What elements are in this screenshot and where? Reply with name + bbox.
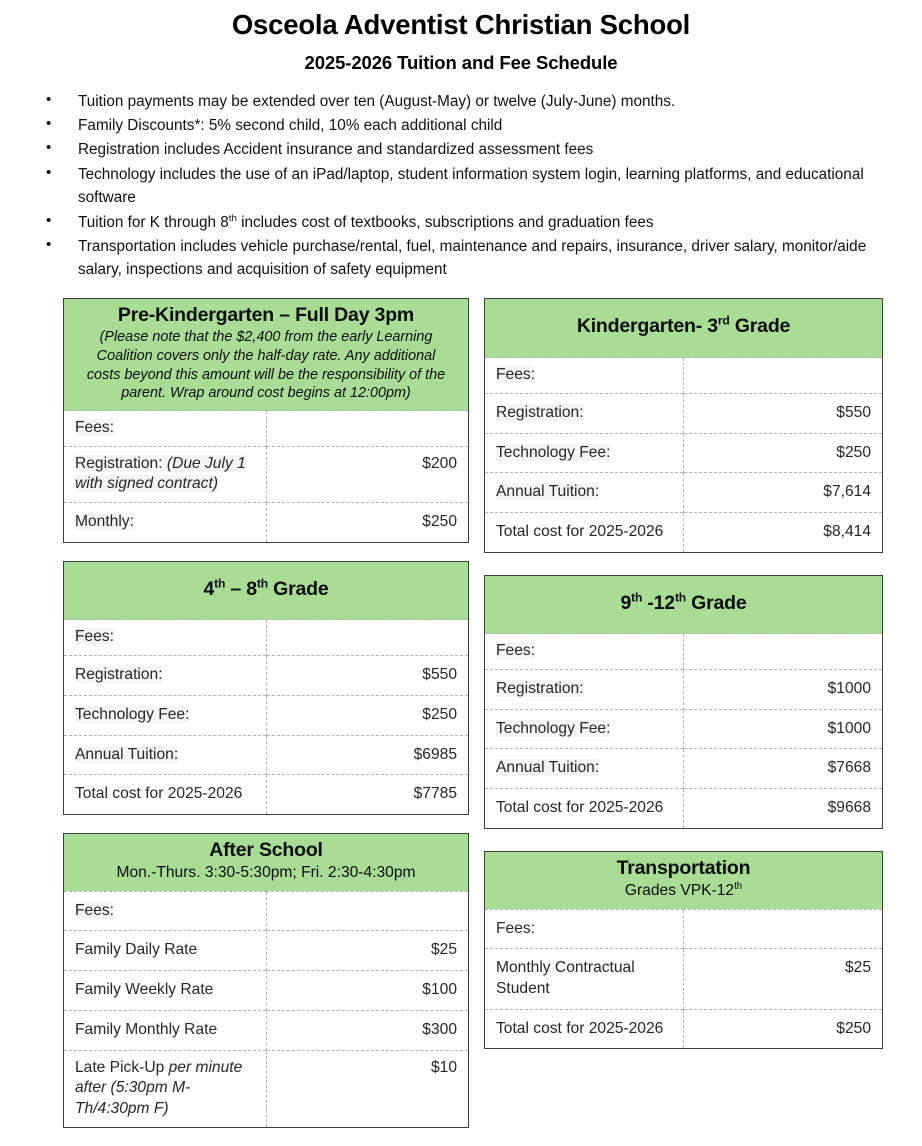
list-item: • Tuition for K through 8th includes cost of textbooks, subscriptions and graduation fees bbox=[0, 211, 892, 234]
table-title: 9th -12th Grade bbox=[620, 590, 747, 614]
page-subtitle: 2025-2026 Tuition and Fee Schedule bbox=[304, 51, 618, 73]
notes-list bbox=[0, 90, 922, 282]
table-subtitle: Mon.-Thurs. 3:30-5:30pm; Fri. 2:30-4:30pm bbox=[116, 864, 416, 882]
right-column bbox=[484, 298, 883, 1068]
row-label-text: Total cost for 2025-2026 bbox=[496, 523, 664, 541]
table-header-row bbox=[64, 298, 469, 410]
row-label bbox=[485, 749, 684, 789]
row-label bbox=[64, 1050, 267, 1127]
row-amount: $7,614 bbox=[684, 473, 883, 513]
row-amount: $250 bbox=[266, 695, 469, 735]
table-pre-kindergarten bbox=[63, 298, 469, 543]
row-amount: $10 bbox=[266, 1050, 469, 1127]
left-column bbox=[63, 298, 469, 1146]
table-row bbox=[485, 513, 883, 553]
table-row bbox=[485, 909, 883, 949]
table-subtitle: Grades VPK-12th bbox=[624, 881, 743, 900]
table-row bbox=[64, 503, 469, 543]
row-label-text: Late Pick-Up bbox=[75, 1058, 169, 1076]
row-label-text: Fees: bbox=[496, 919, 535, 937]
table-header-row bbox=[64, 834, 469, 892]
row-label-text: Technology Fee: bbox=[75, 705, 190, 723]
table-row bbox=[64, 971, 469, 1011]
row-label-text: Total cost for 2025-2026 bbox=[75, 785, 243, 803]
row-label-text: Monthly: bbox=[75, 513, 134, 531]
table-row bbox=[64, 1010, 469, 1050]
row-amount: $100 bbox=[266, 971, 469, 1011]
row-amount: $300 bbox=[266, 1010, 469, 1050]
list-item: • Family Discounts*: 5% second child, 10% each additional child bbox=[0, 114, 892, 137]
row-amount: $550 bbox=[266, 656, 469, 696]
table-row bbox=[485, 358, 883, 394]
row-label bbox=[64, 411, 267, 447]
table-row bbox=[64, 931, 469, 971]
row-amount: $250 bbox=[266, 503, 469, 543]
table-row bbox=[485, 949, 883, 1009]
row-amount: $200 bbox=[266, 446, 469, 502]
table-kindergarten-3rd bbox=[484, 298, 883, 553]
row-label-text: Fees: bbox=[496, 642, 535, 660]
row-label-text: Annual Tuition: bbox=[496, 759, 600, 777]
table-row bbox=[485, 1009, 883, 1049]
table-header-cell bbox=[485, 298, 883, 357]
row-label-text: Registration: bbox=[496, 679, 584, 697]
table-row bbox=[485, 709, 883, 749]
row-label bbox=[64, 695, 267, 735]
row-amount: $7785 bbox=[266, 775, 469, 815]
row-label bbox=[485, 949, 684, 1009]
row-amount: $6985 bbox=[266, 735, 469, 775]
table-header-cell bbox=[64, 834, 469, 892]
table-grades-9-12 bbox=[484, 575, 883, 829]
row-label bbox=[485, 709, 684, 749]
row-label-text: Annual Tuition: bbox=[496, 483, 600, 501]
table-row bbox=[64, 620, 469, 656]
row-label-text: Fees: bbox=[75, 901, 114, 919]
table-title: Transportation bbox=[616, 856, 751, 879]
table-row bbox=[485, 669, 883, 709]
row-amount: $550 bbox=[684, 393, 883, 433]
table-header-cell bbox=[485, 575, 883, 633]
row-label-text: Monthly Contractual Student bbox=[496, 959, 635, 997]
row-label bbox=[485, 433, 684, 473]
row-amount: $250 bbox=[684, 433, 883, 473]
row-label bbox=[485, 473, 684, 513]
row-label bbox=[485, 513, 684, 553]
row-label-text: Annual Tuition: bbox=[75, 745, 179, 763]
row-amount bbox=[684, 358, 883, 394]
row-amount: $7668 bbox=[684, 749, 883, 789]
table-header-cell bbox=[64, 561, 469, 619]
row-label bbox=[64, 931, 267, 971]
table-row bbox=[64, 411, 469, 447]
row-label-note: (Due July 1 with signed contract) bbox=[75, 454, 246, 493]
table-row bbox=[485, 789, 883, 829]
table-row bbox=[485, 433, 883, 473]
table-title: After School bbox=[209, 839, 323, 862]
list-item: • Tuition payments may be extended over ten (August-May) or twelve (July-June) months. bbox=[0, 90, 892, 113]
row-label bbox=[64, 1010, 267, 1050]
table-after-school bbox=[63, 833, 469, 1128]
row-label-text: Family Daily Rate bbox=[75, 941, 198, 959]
row-label-text: Total cost for 2025-2026 bbox=[496, 799, 664, 817]
table-header-cell bbox=[64, 298, 469, 410]
table-row bbox=[64, 891, 469, 931]
table-row bbox=[64, 735, 469, 775]
list-item: • Registration includes Accident insurance and standardized assessment fees bbox=[0, 138, 892, 161]
table-row bbox=[64, 695, 469, 735]
row-amount bbox=[684, 909, 883, 949]
table-title: 4th – 8th Grade bbox=[203, 576, 329, 600]
list-item: • Technology includes the use of an iPad/laptop, student information system login, learning platforms, and educational software bbox=[0, 163, 892, 210]
table-transportation bbox=[484, 851, 883, 1050]
row-label bbox=[64, 735, 267, 775]
row-label bbox=[64, 971, 267, 1011]
row-amount: $8,414 bbox=[684, 513, 883, 553]
table-header-row bbox=[485, 298, 883, 357]
row-amount: $9668 bbox=[684, 789, 883, 829]
row-label-text: Fees: bbox=[496, 366, 535, 384]
row-amount: $25 bbox=[684, 949, 883, 1009]
table-row bbox=[485, 473, 883, 513]
table-header-row bbox=[64, 561, 469, 619]
row-label-text: Total cost for 2025-2026 bbox=[496, 1019, 664, 1037]
row-label bbox=[64, 775, 267, 815]
table-row bbox=[64, 656, 469, 696]
row-amount bbox=[266, 620, 469, 656]
tuition-fee-schedule-page bbox=[0, 9, 922, 1118]
row-label bbox=[485, 634, 684, 670]
table-header-cell bbox=[485, 851, 883, 909]
row-label-text: Technology Fee: bbox=[496, 443, 611, 461]
row-label-text: Registration: bbox=[75, 454, 167, 472]
row-label-text: Registration: bbox=[496, 403, 584, 421]
row-label bbox=[64, 446, 267, 502]
row-label-text: Registration: bbox=[75, 666, 163, 684]
row-label bbox=[485, 358, 684, 394]
row-amount: $1000 bbox=[684, 669, 883, 709]
list-item: • Transportation includes vehicle purchase/rental, fuel, maintenance and repairs, insurance, driver salary, monitor/aide salary, inspections and acquisition of safety equipment bbox=[0, 235, 892, 282]
row-label bbox=[485, 909, 684, 949]
table-row bbox=[485, 634, 883, 670]
row-label-note: per minute after (5:30pm M-Th/4:30pm F) bbox=[75, 1058, 243, 1118]
table-row bbox=[64, 446, 469, 502]
table-header-row bbox=[485, 851, 883, 909]
page-title: Osceola Adventist Christian School bbox=[231, 9, 691, 40]
row-label bbox=[485, 789, 684, 829]
row-amount: $1000 bbox=[684, 709, 883, 749]
row-label-text: Family Monthly Rate bbox=[75, 1020, 218, 1038]
table-row bbox=[485, 393, 883, 433]
row-amount bbox=[266, 411, 469, 447]
row-amount: $25 bbox=[266, 931, 469, 971]
row-label bbox=[485, 1009, 684, 1049]
row-label bbox=[64, 891, 267, 931]
table-subtitle: (Please note that the $2,400 from the early Learning Coalition covers only the half-day rate. Any additional costs beyond this amount will be the responsibility of the parent. Wrap around cost begins at 12:00pm) bbox=[86, 329, 446, 402]
table-row bbox=[485, 749, 883, 789]
row-amount: $250 bbox=[684, 1009, 883, 1049]
table-row bbox=[64, 1050, 469, 1127]
row-label bbox=[64, 656, 267, 696]
fee-tables-grid bbox=[0, 298, 922, 1118]
row-label-text: Family Weekly Rate bbox=[75, 981, 214, 999]
row-label-text: Fees: bbox=[75, 419, 114, 437]
table-title: Pre-Kindergarten – Full Day 3pm bbox=[117, 303, 415, 326]
table-title: Kindergarten- 3rd Grade bbox=[576, 313, 791, 337]
row-label-text: Fees: bbox=[75, 628, 114, 646]
row-amount bbox=[684, 634, 883, 670]
table-grades-4-8 bbox=[63, 561, 469, 815]
row-label-text: Technology Fee: bbox=[496, 719, 611, 737]
table-header-row bbox=[485, 575, 883, 633]
table-row bbox=[64, 775, 469, 815]
row-label bbox=[64, 620, 267, 656]
row-label bbox=[64, 503, 267, 543]
row-label bbox=[485, 669, 684, 709]
row-label bbox=[485, 393, 684, 433]
row-amount bbox=[266, 891, 469, 931]
